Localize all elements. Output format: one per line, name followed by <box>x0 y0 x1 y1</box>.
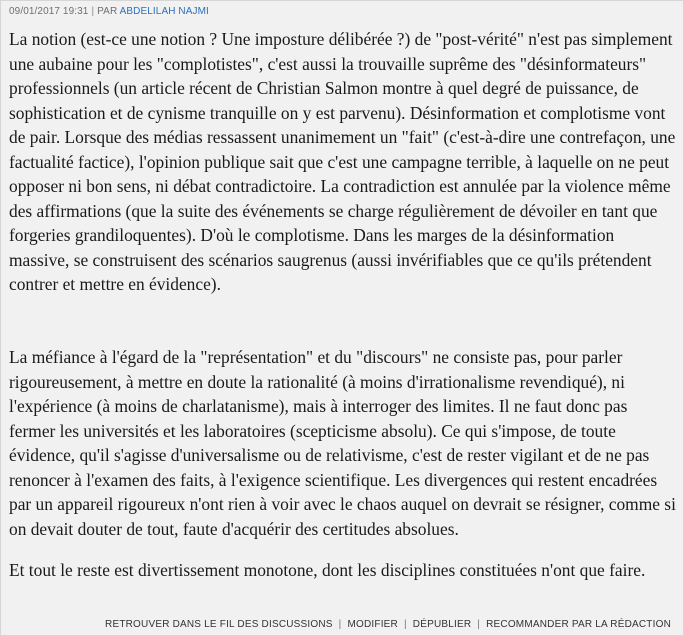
unpublish-link[interactable]: DÉPUBLIER <box>412 618 472 630</box>
comment-paragraph-3: Et tout le reste est divertissement monotone, dont les disciplines constituées n'ont que faire. <box>9 560 646 580</box>
author-link[interactable]: ABDELILAH NAJMI <box>119 6 209 17</box>
comment-timestamp: 09/01/2017 19:31 <box>9 6 89 17</box>
edit-link[interactable]: MODIFIER <box>347 618 398 630</box>
action-divider: | <box>338 618 342 630</box>
comment-body <box>9 27 677 583</box>
comment-meta <box>9 6 209 17</box>
recommend-link[interactable]: RECOMMANDER PAR LA RÉDACTION <box>486 618 671 630</box>
comment-actions-bar <box>1 615 683 633</box>
by-label: PAR <box>97 6 118 17</box>
action-divider: | <box>477 618 481 630</box>
action-divider: | <box>403 618 407 630</box>
comment-paragraph-2: La méfiance à l'égard de la "représentation" et du "discours" ne consiste pas, pour parler rigoureusement, à mettre en doute la rationalité (à moins d'irrationalisme revendiqué), ni l'expérience (à moins de charlatanisme), mais à interroger des limites. Il ne faut donc pas fermer les universités et les laboratoires (scepticisme absolu). Ce qui s'impose, de toute évidence, qu'il s'agisse d'universalisme ou de relativisme, c'est de rester vigilant et de ne pas renoncer à l'examen des faits, à l'exigence scientifique. Les divergences qui restent encadrées par un appareil rigoureux n'ont rien à voir avec le chaos auquel on devrait se résigner, comme si on devait douter de tout, faute d'acquérir des certitudes absolues. <box>9 347 676 539</box>
comment-paragraph-1: La notion (est-ce une notion ? Une imposture délibérée ?) de "post-vérité" n'est pas simplement une aubaine pour les "complotistes", c'est aussi la trouvaille suprême des "désinformateurs" professionnels (un article récent de Christian Salmon montre à quel degré de puissance, de sophistication et de cynisme tranquille on y est parvenu). Désinformation et complotisme vont de pair. Lorsque des médias ressassent unanimement un "fait" (c'est-à-dire une contrefaçon, une factualité factice), l'opinion publique sait que c'est une campagne terrible, à laquelle on ne peut opposer ni bon sens, ni débat contradictoire. La contradiction est annulée par la violence même des affirmations (que la suite des événements se charge régulièrement de dévoiler en tant que forgeries grandiloquentes). D'où le complotisme. Dans les marges de la désinformation massive, se construisent des scénarios saugrenus (aussi invérifiables que ce qu'ils prétendent contrer et mettre en évidence). <box>9 29 676 294</box>
find-in-thread-link[interactable]: RETROUVER DANS LE FIL DES DISCUSSIONS <box>105 618 333 630</box>
meta-separator: | <box>91 6 95 17</box>
